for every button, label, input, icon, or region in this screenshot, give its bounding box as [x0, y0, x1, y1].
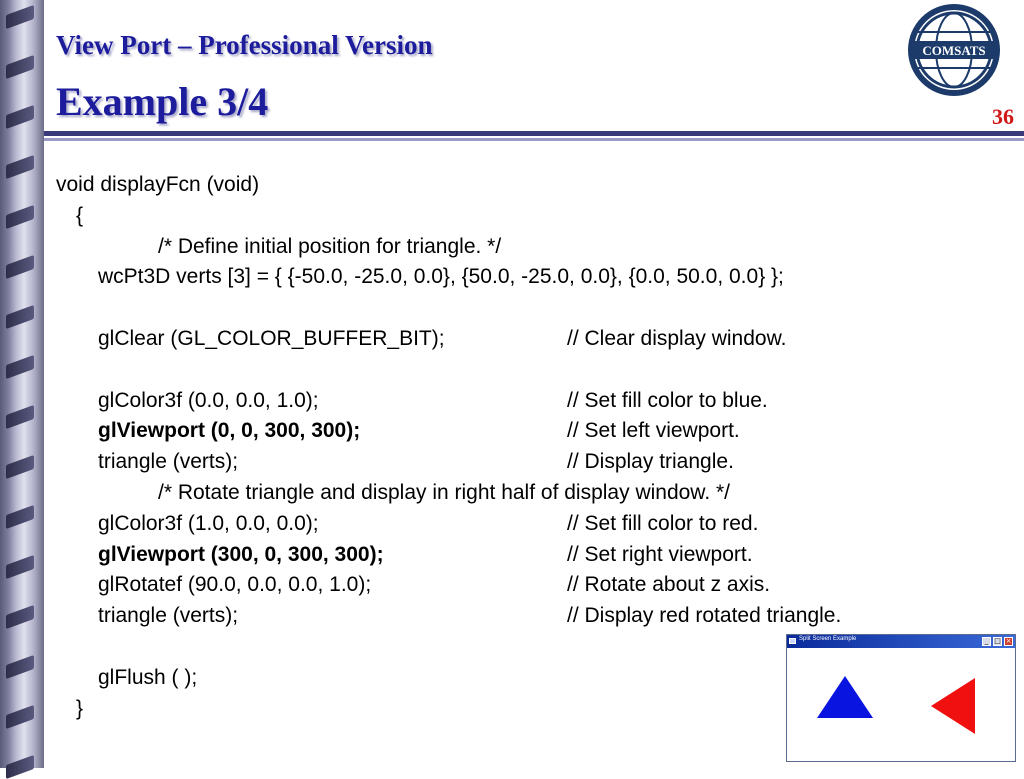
strip-rib [6, 105, 34, 129]
code-text: /* Rotate triangle and display in right half of display window. */ [158, 480, 730, 504]
window-title-bar[interactable] [787, 635, 1015, 648]
code-line [56, 355, 1016, 386]
code-line [56, 447, 1016, 478]
header-divider-light [44, 138, 1024, 141]
code-comment: // Set fill color to red. [567, 511, 759, 535]
code-text: glViewport (300, 0, 300, 300); [98, 542, 384, 566]
code-line [56, 293, 1016, 324]
blue-triangle [817, 676, 873, 718]
window-title: Split Screen Example [799, 636, 857, 642]
code-text: /* Define initial position for triangle. */ [158, 234, 502, 258]
code-text: glColor3f (0.0, 0.0, 1.0); [98, 388, 319, 412]
logo-text: COMSATS [922, 43, 986, 58]
code-line [56, 324, 1016, 355]
strip-rib [6, 655, 34, 679]
code-comment: // Set fill color to blue. [567, 388, 768, 412]
strip-rib [6, 505, 34, 529]
left-decorative-strip [0, 0, 44, 768]
code-line [56, 540, 1016, 571]
code-text: glColor3f (1.0, 0.0, 0.0); [98, 511, 319, 535]
code-line [56, 386, 1016, 417]
header-divider [44, 131, 1024, 136]
strip-rib [6, 205, 34, 229]
code-line [56, 509, 1016, 540]
code-comment: // Rotate about z axis. [567, 573, 771, 597]
strip-rib [6, 355, 34, 379]
slide-subtitle: Example 3/4 [56, 79, 269, 124]
code-text: triangle (verts); [98, 604, 239, 628]
page-number: 36 [992, 104, 1014, 129]
code-comment: // Set left viewport. [567, 419, 740, 443]
code-text: { [76, 203, 84, 227]
code-text: triangle (verts); [98, 450, 239, 474]
code-text: glViewport (0, 0, 300, 300); [98, 419, 361, 443]
strip-rib [6, 605, 34, 629]
code-text: } [76, 696, 84, 720]
code-text: glClear (GL_COLOR_BUFFER_BIT); [98, 326, 445, 350]
code-line [56, 170, 1016, 201]
red-rotated-triangle [931, 678, 975, 734]
strip-rib [6, 5, 34, 29]
strip-rib [6, 55, 34, 79]
code-comment: // Display red rotated triangle. [567, 604, 842, 628]
strip-rib [6, 255, 34, 279]
code-line [56, 232, 1016, 263]
code-comment: // Set right viewport. [567, 542, 753, 566]
strip-rib [6, 755, 34, 779]
strip-rib [6, 155, 34, 179]
code-text: void displayFcn (void) [56, 173, 260, 196]
window-canvas [787, 648, 1015, 761]
strip-rib [6, 705, 34, 729]
code-comment: // Clear display window. [567, 326, 787, 350]
code-line [56, 416, 1016, 447]
close-button[interactable]: × [1005, 637, 1012, 645]
code-comment: // Display triangle. [567, 450, 734, 474]
strip-rib [6, 305, 34, 329]
strip-rib [6, 455, 34, 479]
code-line [56, 262, 1016, 293]
code-text: glRotatef (90.0, 0.0, 0.0, 1.0); [98, 573, 372, 597]
code-line [56, 601, 1016, 632]
code-line [56, 570, 1016, 601]
code-text: glFlush ( ); [98, 665, 198, 689]
code-line [56, 478, 1016, 509]
strip-rib [6, 555, 34, 579]
comsats-logo [906, 2, 1002, 98]
slide-title: View Port – Professional Version [56, 30, 433, 60]
minimize-button[interactable]: _ [982, 637, 991, 646]
code-line [56, 201, 1016, 232]
strip-rib [6, 405, 34, 429]
code-text: wcPt3D verts [3] = { {-50.0, -25.0, 0.0}, {50.0, -25.0, 0.0}, {0.0, 50.0, 0.0} }; [98, 265, 784, 289]
window-app-icon [789, 638, 796, 644]
split-screen-window [786, 634, 1016, 762]
maximize-button[interactable]: □ [994, 637, 1001, 645]
